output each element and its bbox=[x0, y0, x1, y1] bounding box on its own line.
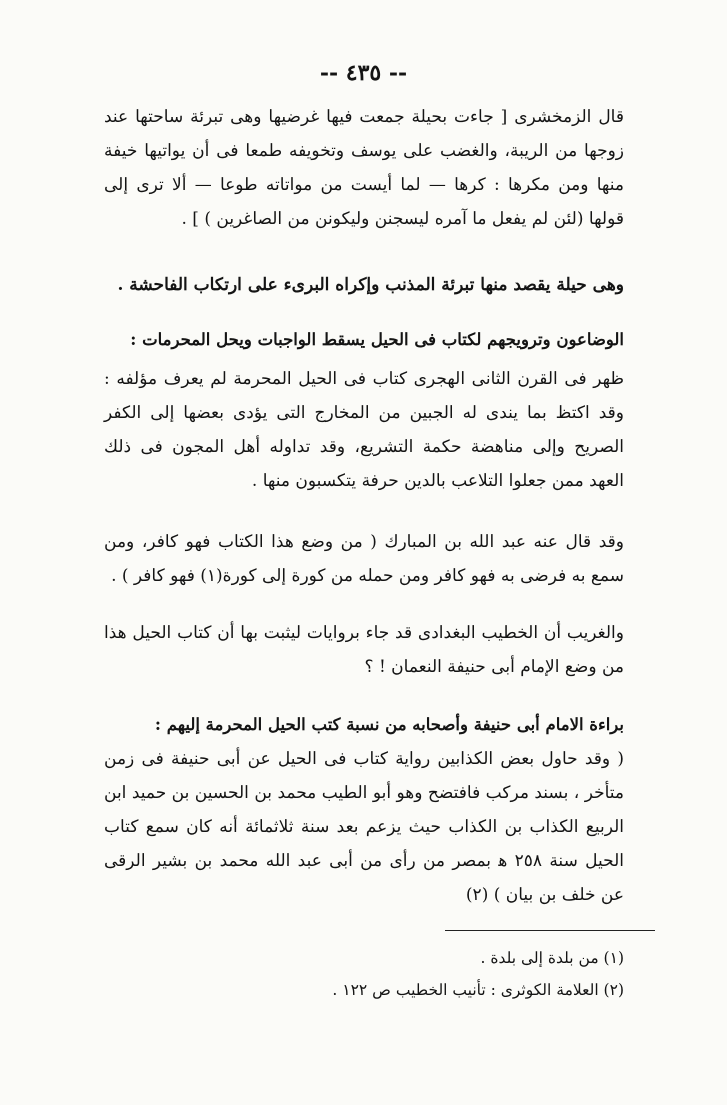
section-heading-fabricators: الوضاعون وترويجهم لكتاب فى الحيل يسقط الواجبات ويحل المحرمات : bbox=[130, 330, 624, 349]
page-number: -- ٤٣٥ -- bbox=[319, 60, 408, 86]
paragraph-liars-attempt: ( وقد حاول بعض الكذابين رواية كتاب فى الحيل عن أبى حنيفة فى زمن متأخر ، بسند مركب فافتضح وهو أبو الطيب محمد بن الحسين بن حميد ابن الربيع الكذاب بن الكذاب حيث يزعم بعد سنة ثلاثمائة أنه كان سمع كتاب الحيل سنة ٢٥٨ ﻫ بمصر من رأى من أبى عبد الله محمد بن بشير الرقى عن خلف بن بيان ) (٢) bbox=[104, 749, 624, 905]
footnote-1: (١) من بلدة إلى بلدة . bbox=[480, 949, 624, 967]
footnote-divider bbox=[445, 930, 655, 931]
paragraph-khatib-baghdadi: والغريب أن الخطيب البغدادى قد جاء بروايات ليثبت بها أن كتاب الحيل هذا من وضع الإمام أبى حنيفة النعمان ! ؟ bbox=[104, 623, 624, 677]
footnote-2: (٢) العلامة الكوثرى : تأنيب الخطيب ص ١٢٢ . bbox=[332, 981, 624, 999]
paragraph-zamakhshari-quote: قال الزمخشرى [ جاءت بحيلة جمعت فيها غرضيها وهى تبرئة ساحتها عند زوجها من الريبة، والغضب على يوسف وتخويفه طمعا فى أن يواتيها خيفة منها ومن مكرها : كرها — لما أيست من مواتاته طوعا — ألا ترى إلى قولها (لئن لم يفعل ما آمره ليسجنن وليكونن من الصاغرين ) ] . bbox=[104, 107, 624, 229]
section-heading-abu-hanifa-innocence: براءة الامام أبى حنيفة وأصحابه من نسبة كتب الحيل المحرمة إليهم : bbox=[154, 715, 624, 734]
paragraph-trick-summary: وهى حيلة يقصد منها تبرئة المذنب وإكراه البرىء على ارتكاب الفاحشة . bbox=[117, 275, 624, 295]
paragraph-book-of-tricks: ظهر فى القرن الثانى الهجرى كتاب فى الحيل المحرمة لم يعرف مؤلفه : وقد اكتظ بما يندى له الجبين من المخارج التى يؤدى بعضها إلى الكفر الصريح وإلى مناهضة حكمة التشريع، وقد تداوله أهل المجون فى ذلك العهد ممن جعلوا التلاعب بالدين حرفة يتكسبون منها . bbox=[104, 369, 624, 491]
paragraph-ibn-mubarak: وقد قال عنه عبد الله بن المبارك ( من وضع هذا الكتاب فهو كافر، ومن سمع به فرضى به فهو كافر ومن حمله من كورة إلى كورة(١) فهو كافر ) . bbox=[104, 532, 624, 586]
